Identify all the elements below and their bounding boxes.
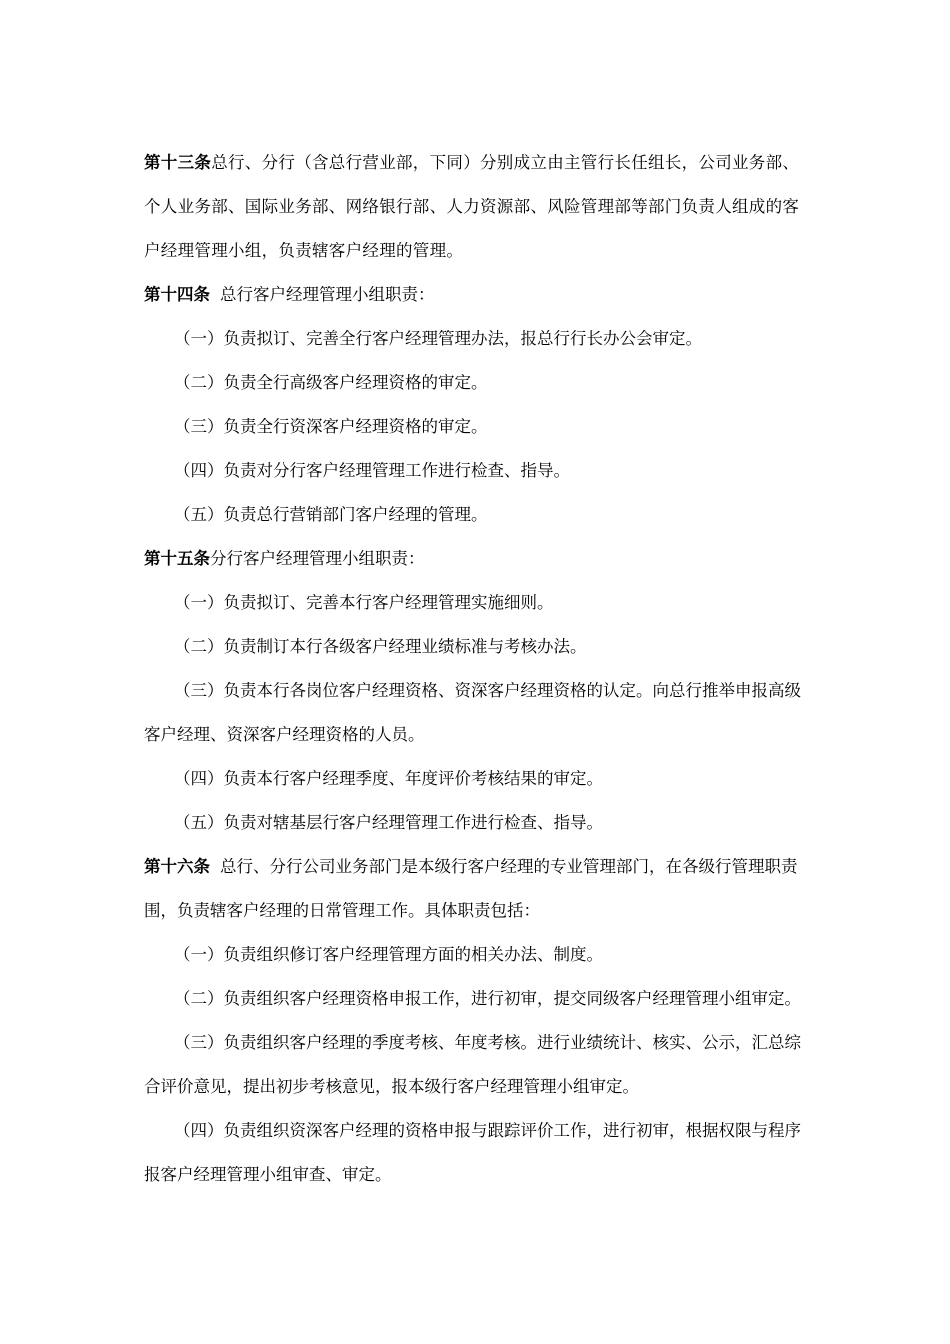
article-15-item-1: （一）负责拟订、完善本行客户经理管理实施细则。 [174,593,554,612]
article-15-item-2: （二）负责制订本行各级客户经理业绩标准与考核办法。 [174,637,587,656]
article-14-item-4: （四）负责对分行客户经理管理工作进行检查、指导。 [174,461,570,480]
article-14-item-3: （三）负责全行资深客户经理资格的审定。 [174,417,488,436]
article-14-item-1: （一）负责拟订、完善全行客户经理管理办法，报总行行长办公会审定。 [174,329,702,348]
article-13 [144,141,808,273]
article-14-title: 第十四条 [144,285,210,304]
article-16-item-2: （二）负责组织客户经理资格申报工作，进行初审，提交同级客户经理管理小组审定。 [174,989,801,1008]
article-14-item-5: （五）负责总行营销部门客户经理的管理。 [174,505,488,524]
article-15-item-4: （四）负责本行客户经理季度、年度评价考核结果的审定。 [174,769,603,788]
article-15-item-3: （三）负责本行各岗位客户经理资格、资深客户经理资格的认定。向总行推举申报高级客户经理、资深客户经理资格的人员。 [144,681,801,744]
article-16 [144,845,808,933]
article-14-item-2: （二）负责全行高级客户经理资格的审定。 [174,373,488,392]
article-16-body: 总行、分行公司业务部门是本级行客户经理的专业管理部门，在各级行管理职责围，负责辖客户经理的日常管理工作。具体职责包括： [144,857,798,920]
article-16-item-1: （一）负责组织修订客户经理管理方面的相关办法、制度。 [174,945,603,964]
article-13-body: 总行、分行（含总行营业部，下同）分别成立由主管行长任组长，公司业务部、个人业务部、国际业务部、网络银行部、人力资源部、风险管理部等部门负责人组成的客户经理管理小组，负责辖客户经理的管理。 [144,153,800,260]
article-16-item-3: （三）负责组织客户经理的季度考核、年度考核。进行业绩统计、核实、公示，汇总综合评价意见，提出初步考核意见，报本级行客户经理管理小组审定。 [144,1033,801,1096]
article-15-title: 第十五条 [144,549,210,568]
article-14 [144,273,808,317]
article-14-body: 总行客户经理管理小组职责： [220,285,435,304]
article-16-title: 第十六条 [144,857,210,876]
article-13-title: 第十三条 [144,153,212,172]
article-15 [144,537,808,581]
article-15-body: 分行客户经理管理小组职责： [210,549,425,568]
article-16-item-4: （四）负责组织资深客户经理的资格申报与跟踪评价工作，进行初审，根据权限与程序报客户经理管理小组审查、审定。 [144,1121,801,1184]
document-body [144,141,808,1197]
article-15-item-5: （五）负责对辖基层行客户经理管理工作进行检查、指导。 [174,813,603,832]
